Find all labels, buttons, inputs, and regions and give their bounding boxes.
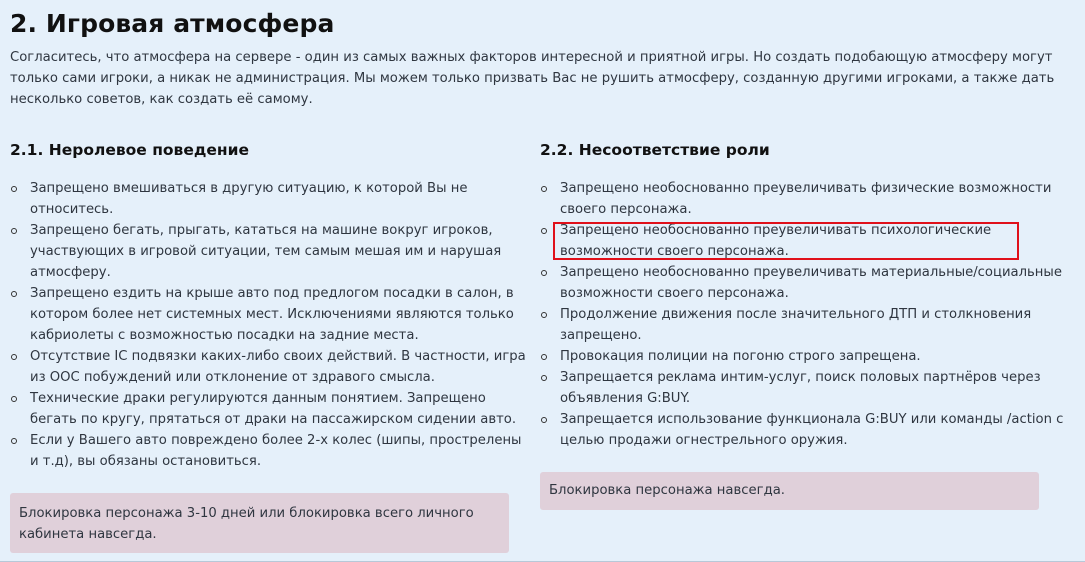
penalty-box: Блокировка персонажа 3-10 дней или блокировка всего личного кабинета навсегда. [10,493,509,553]
rule-item: Запрещено бегать, прыгать, кататься на машине вокруг игроков, участвующих в игровой ситуации, тем самым мешая им и нарушая атмосферу. [10,220,530,283]
section-title: 2.1. Неролевое поведение [10,141,249,159]
highlight-box [553,222,1019,260]
rule-item-highlighted: Запрещено необоснованно преувеличивать психологические возможности своего персонажа. [540,220,1070,262]
rule-item: Запрещено вмешиваться в другую ситуацию, к которой Вы не относитесь. [10,178,530,220]
rule-item: Запрещено необоснованно преувеличивать материальные/социальные возможности своего персонажа. [540,262,1070,304]
section-title: 2.2. Несоответствие роли [540,141,770,159]
rule-item: Продолжение движения после значительного ДТП и столкновения запрещено. [540,304,1070,346]
rules-list [10,178,530,472]
rule-item: Провокация полиции на погоню строго запрещена. [540,346,1070,367]
rules-list [540,178,1070,451]
rule-item: Запрещается реклама интим-услуг, поиск половых партнёров через объявления G:BUY. [540,367,1070,409]
penalty-box: Блокировка персонажа навсегда. [540,472,1039,510]
rule-item: Запрещается использование функционала G:BUY или команды /action с целью продажи огнестрельного оружия. [540,409,1070,451]
rule-item: Запрещено необоснованно преувеличивать физические возможности своего персонажа. [540,178,1070,220]
rule-item: Если у Вашего авто повреждено более 2-х колес (шипы, прострелены и т.д), вы обязаны остановиться. [10,430,530,472]
section-role-mismatch [540,138,1070,498]
rule-item: Запрещено ездить на крыше авто под предлогом посадки в салон, в котором более нет системных мест. Исключениями являются только кабриолеты с возможностью посадки на задние места. [10,283,530,346]
section-nonrp-behavior [10,138,530,542]
rule-item: Технические драки регулируются данным понятием. Запрещено бегать по кругу, прятаться от драки на пассажирском сидении авто. [10,388,530,430]
intro-paragraph: Согласитесь, что атмосфера на сервере - один из самых важных факторов интересной и приятной игры. Но создать подобающую атмосферу могут только сами игроки, а никак не администрация. Мы можем только призвать Вас не рушить атмосферу, созданную другими игроками, а также дать несколько советов, как создать её самому. [10,50,1055,107]
page-title: 2. Игровая атмосфера [10,9,335,38]
sections-columns [10,138,1075,558]
rule-item: Отсутствие IC подвязки каких-либо своих действий. В частности, игра из OOC побуждений или отклонение от здравого смысла. [10,346,530,388]
